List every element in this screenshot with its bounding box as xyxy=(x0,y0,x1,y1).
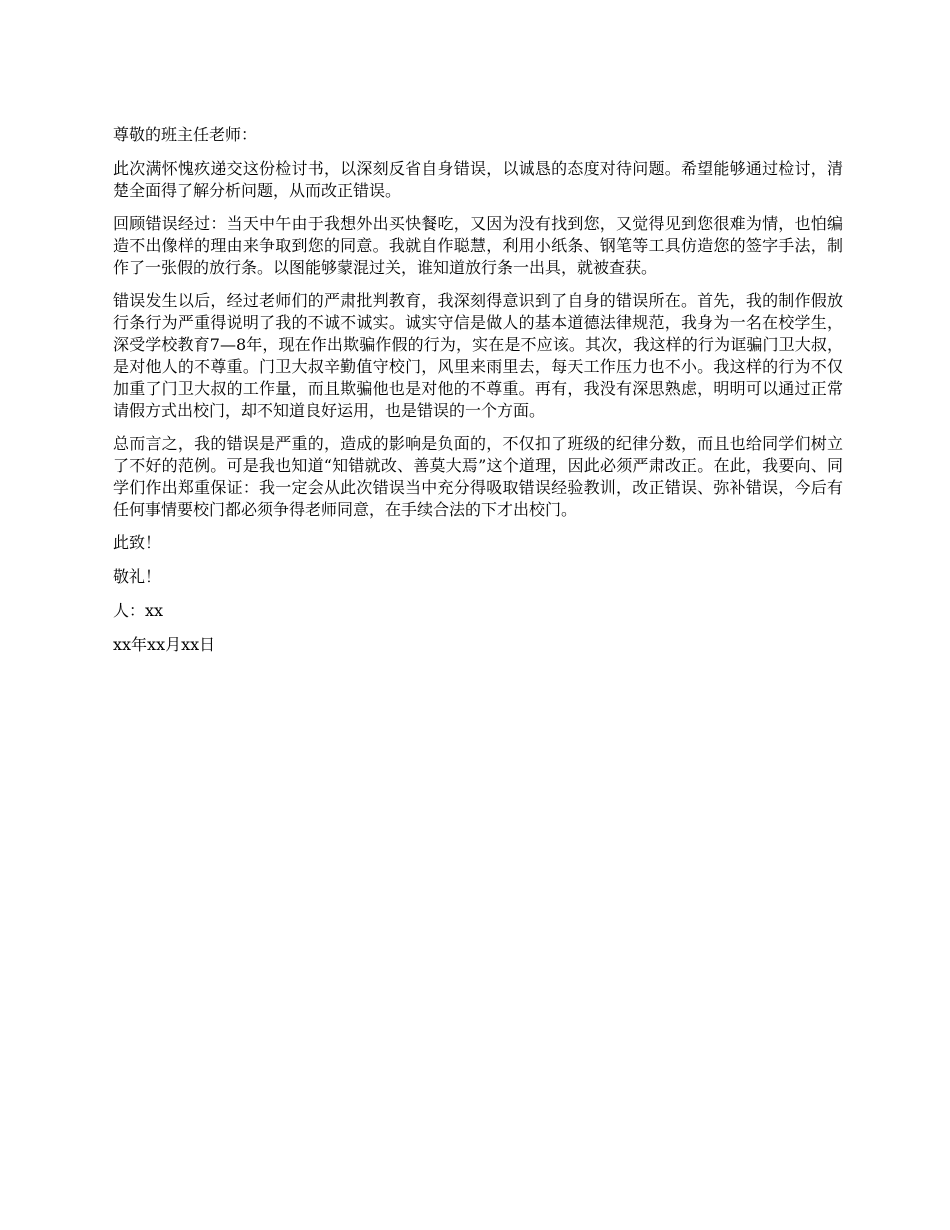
paragraph-conclusion: 总而言之，我的错误是严重的，造成的影响是负面的，不仅扣了班级的纪律分数，而且也给同学们树立了不好的范例。可是我也知道“知错就改、善莫大焉”这个道理，因此必须严肃改正。在此，我要向、同学们作出郑重保证：我一定会从此次错误当中充分得吸取错误经验教训，改正错误、弥补错误，今后有任何事情要校门都必须争得老师同意，在手续合法的下才出校门。 xyxy=(113,434,843,519)
letter-document xyxy=(113,124,843,668)
salutation: 尊敬的班主任老师： xyxy=(113,125,258,144)
paragraph-intro: 此次满怀愧疚递交这份检讨书，以深刻反省自身错误，以诚恳的态度对待问题。希望能够通过检讨，清楚全面得了解分析问题，从而改正错误。 xyxy=(113,159,843,200)
signature: 人：xx xyxy=(113,601,164,620)
paragraph-review: 回顾错误经过：当天中午由于我想外出买快餐吃，又因为没有找到您，又觉得见到您很难为情，也怕编造不出像样的理由来争取到您的同意。我就自作聪慧，利用小纸条、钢笔等工具仿造您的签字手法，制作了一张假的放行条。以图能够蒙混过关，谁知道放行条一出具，就被查获。 xyxy=(113,214,843,277)
closing-jing-li: 敬礼！ xyxy=(113,567,162,586)
closing-ci-zhi: 此致！ xyxy=(113,533,162,552)
paragraph-reflection: 错误发生以后，经过老师们的严肃批判教育，我深刻得意识到了自身的错误所在。首先，我的制作假放行条行为严重得说明了我的不诚不诚实。诚实守信是做人的基本道德法律规范，我身为一名在校学生，深受学校教育7—8年，现在作出欺骗作假的行为，实在是不应该。其次，我这样的行为诓骗门卫大叔，是对他人的不尊重。门卫大叔辛勤值守校门，风里来雨里去，每天工作压力也不小。我这样的行为不仅加重了门卫大叔的工作量，而且欺骗他也是对他的不尊重。再有，我没有深思熟虑，明明可以通过正常请假方式出校门，却不知道良好运用，也是错误的一个方面。 xyxy=(113,291,843,420)
date: xx年xx月xx日 xyxy=(113,635,216,654)
